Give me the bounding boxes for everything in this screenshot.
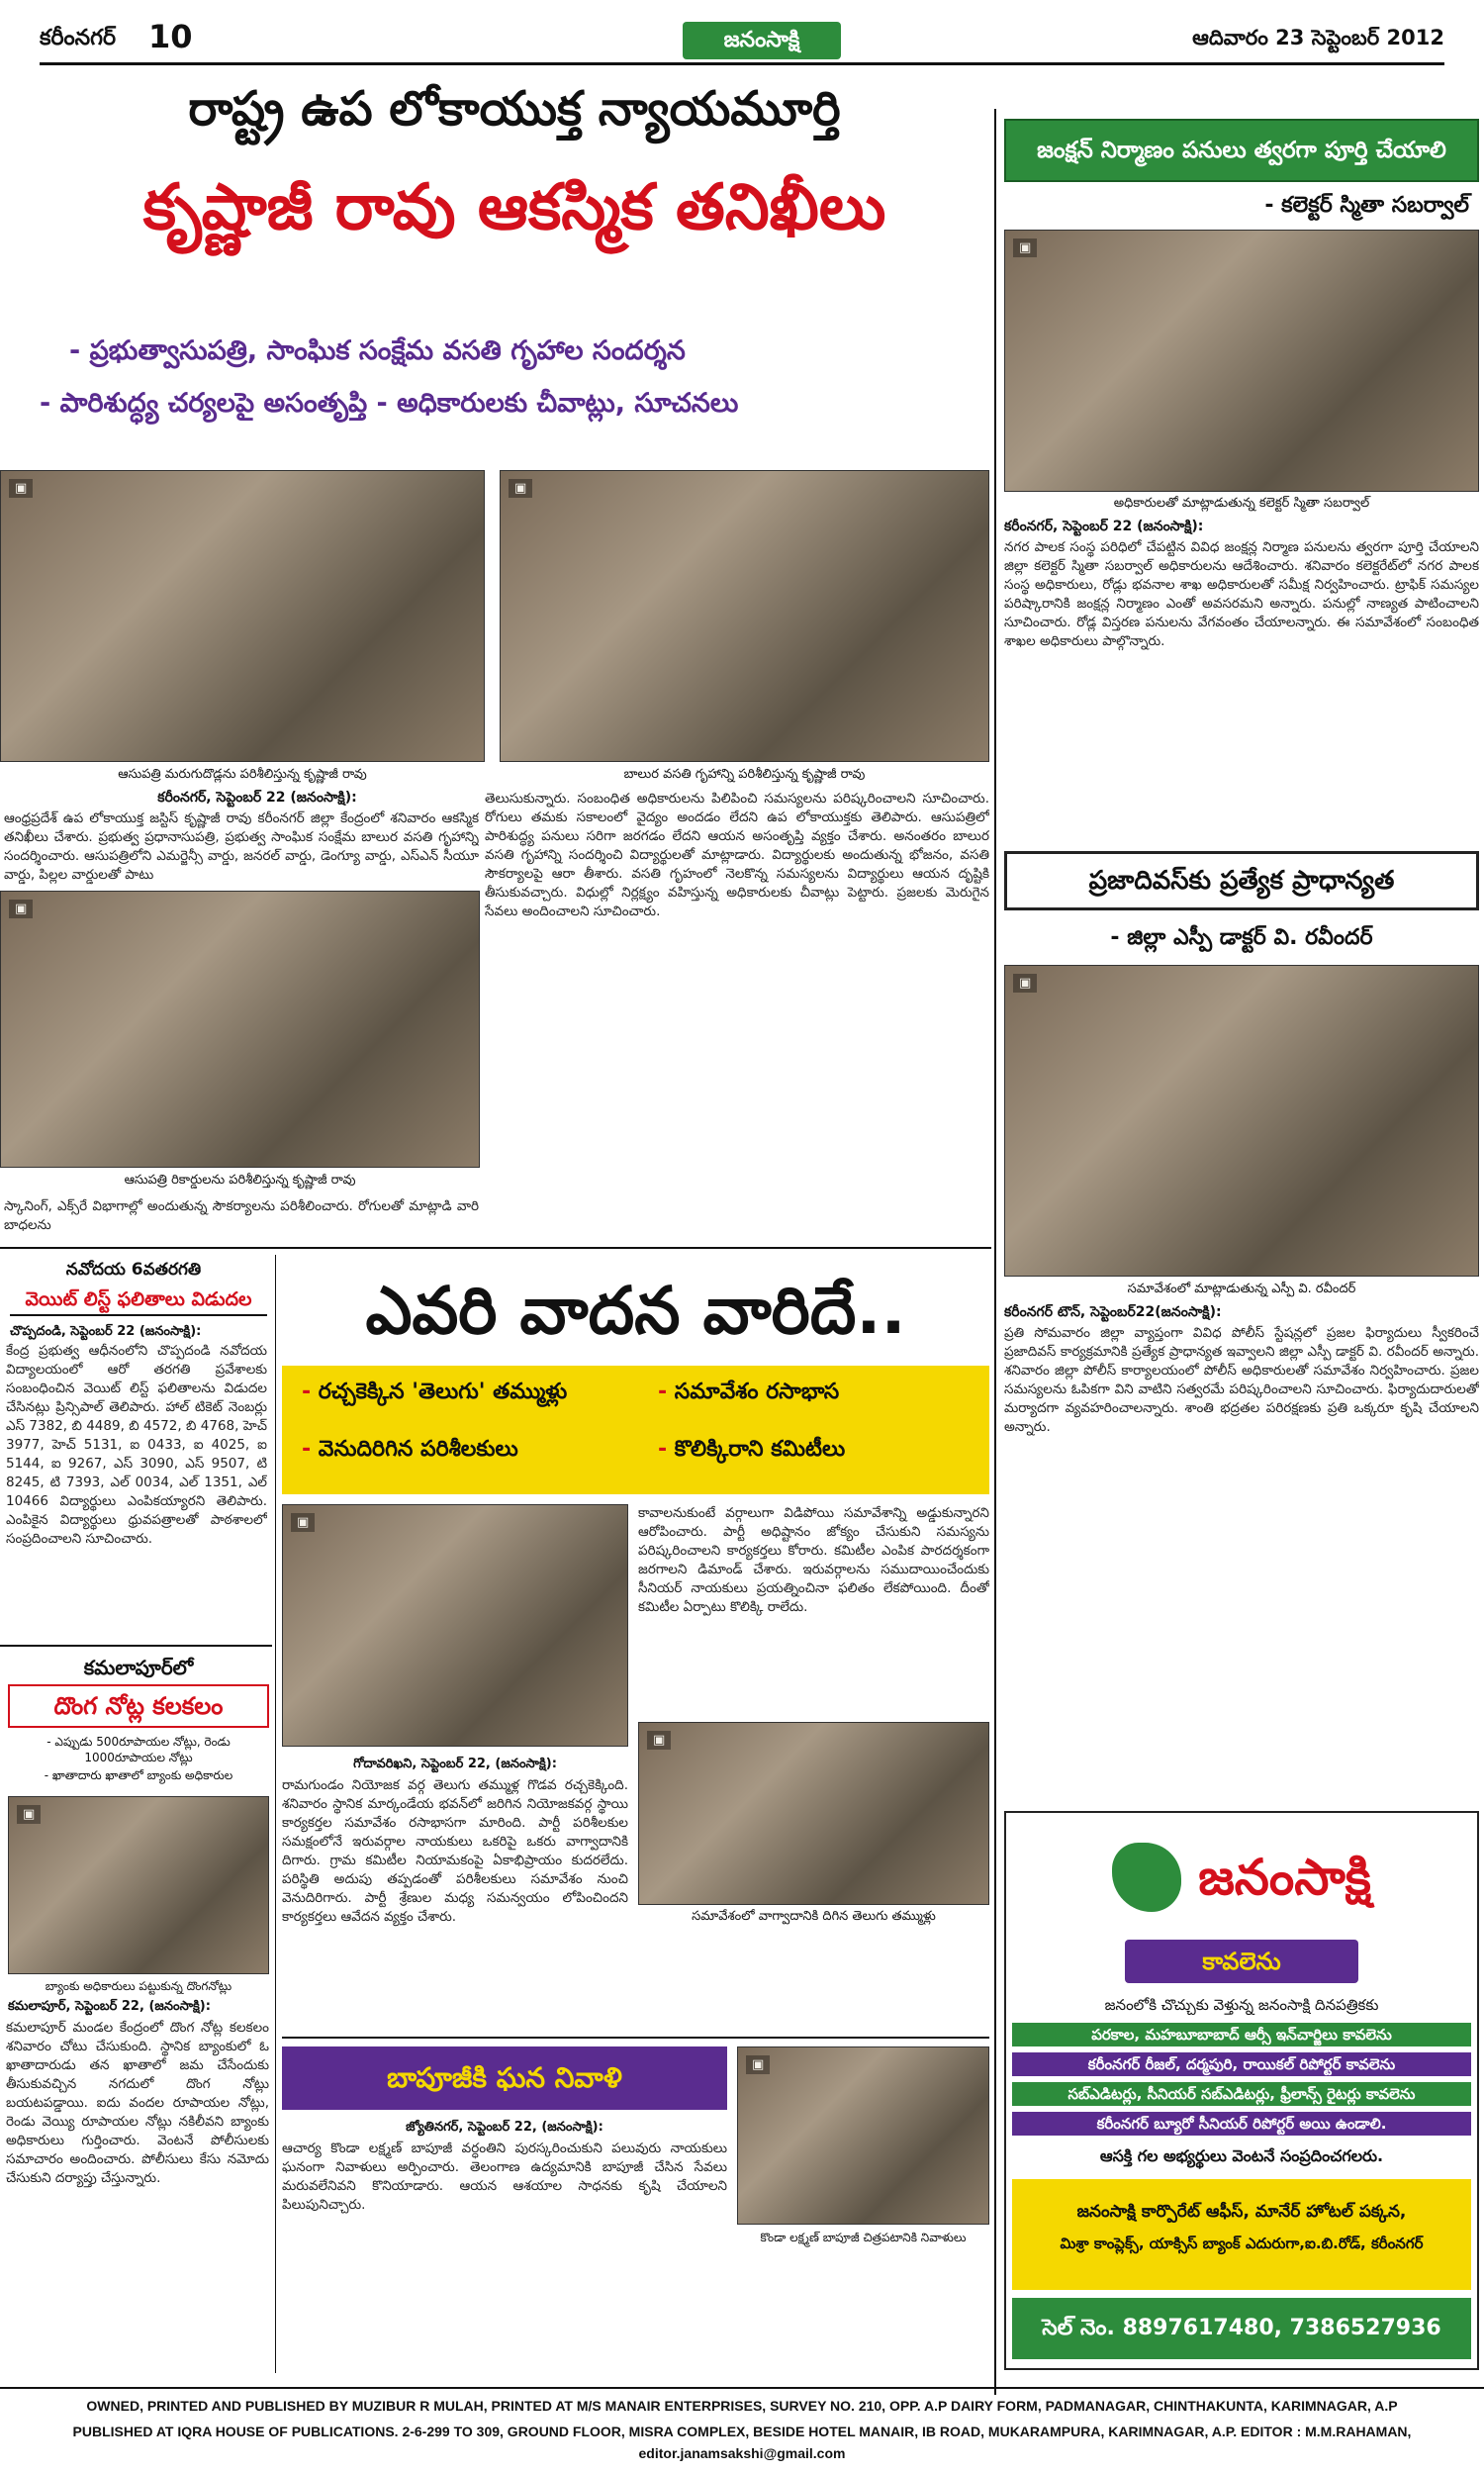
photo-icon: ▣ (9, 900, 33, 918)
evari-sub-b (658, 1380, 974, 1409)
prajavani-dateline: కరీంనగర్ టౌన్, సెప్టెంబర్22(జనంసాక్షి): (1004, 1304, 1222, 1320)
lead-subhead-1: - ప్రభుత్వాసుపత్రి, సాంఘిక సంక్షేమ వసతి గృహాల సందర్శన (69, 335, 686, 366)
counterfeit-headline-box (8, 1684, 269, 1728)
photo-icon: ▣ (9, 479, 33, 498)
photo-icon: ▣ (17, 1805, 41, 1824)
junction-photo-caption: అధికారులతో మాట్లాడుతున్న కలెక్టర్ స్మితా సబర్వాల్ (1113, 496, 1370, 511)
evari-body-right: కావాలనుకుంటే వర్గాలుగా విడిపోయి సమావేశాన్ని అడ్డుకున్నారని ఆరోపించారు. పార్టీ అధిష్టానం జోక్యం చేసుకుని సమస్యను పరిష్కరించాలని కార్యకర్తలు కోరారు. కమిటీల ఎంపిక పారదర్శకంగా జరగాలని డిమాండ్ చేశారు. ఇరువర్గాలను సముదాయించేందుకు సీనియర్ నాయకులు ప్రయత్నించినా ఫలితం లేకపోయింది. దీంతో కమిటీల ఏర్పాటు కొలిక్కి రాలేదు. (638, 1505, 989, 1615)
column-divider (275, 1255, 276, 2373)
section-divider (0, 1645, 272, 1647)
ad-address-box (1012, 2179, 1471, 2290)
ad-line-1: జనంలోకి చొచ్చుకు వెళ్తున్న జనంసాక్షి దినపత్రికకు (1104, 1996, 1379, 2014)
lead-dateline: కరీంనగర్, సెప్టెంబర్ 22 (జనంసాక్షి): (157, 790, 357, 806)
ad-map-icon (1112, 1843, 1181, 1912)
counterfeit-photo (8, 1796, 269, 1974)
lead-photo-hospital (0, 470, 485, 762)
ad-brand-text: జనంసాక్షి (1198, 1849, 1371, 1906)
bullet-icon: - (302, 1437, 319, 1462)
evari-sub-a (302, 1380, 638, 1409)
ad-address-1: జనంసాక్షి కార్పొరేట్ ఆఫీస్, మానేర్ హోటల్ పక్కన, (1076, 2202, 1407, 2222)
ad-brand-logo (1016, 1823, 1467, 1932)
evari-sub-c-text: వెనుదిరిగిన పరిశీలకులు (318, 1437, 518, 1462)
photo-icon: ▣ (1013, 238, 1037, 257)
imprint-line-2: PUBLISHED AT IQRA HOUSE OF PUBLICATIONS. 2-6-299 TO 309, GROUND FLOOR, MISRA COMPLEX, BESIDE HOTEL MANAIR, IB ROAD, MUKARAMPURA, KARIMNAGAR, A.P. EDITOR : M.M.RAHAMAN, editor.janamsakshi@gmail.com (72, 2424, 1412, 2461)
navodaya-headline: వెయిట్ లిస్ట్ ఫలితాలు విడుదల (10, 1285, 267, 1316)
issue-date: ఆదివారం 23 సెప్టెంబర్ 2012 (1192, 26, 1444, 49)
imprint-line-1: OWNED, PRINTED AND PUBLISHED BY MUZIBUR R MULAH, PRINTED AT M/S MANAIR ENTERPRISES, SURVEY NO. 210, OPP. A.P DAIRY FORM, PADMANAGAR, CHINTHAKUNTA, KARIMNAGAR, A.P (86, 2398, 1398, 2414)
evari-sub-c (302, 1437, 638, 1467)
prajavani-photo-caption: సమావేశంలో మాట్లాడుతున్న ఎస్పీ వి. రవీందర్ (1127, 1282, 1356, 1296)
ad-line-3: కరీంనగర్ రీజల్, దర్మపురి, రాయికల్ రిపోర్టర్ కావలెను (1012, 2052, 1471, 2076)
classified-ad (1004, 1811, 1479, 2370)
prajavani-photo (1004, 965, 1479, 1277)
evari-photo-caption: సమావేశంలో వాగ్వాదానికి దిగిన తెలుగు తమ్ముళ్లు (692, 1909, 936, 1924)
evari-sub-a-text: రచ్చకెక్కిన 'తెలుగు' తమ్ముళ్లు (318, 1380, 568, 1404)
junction-dateline: కరీంనగర్, సెప్టెంబర్ 22 (జనంసాక్షి): (1004, 519, 1204, 534)
junction-headline: జంక్షన్ నిర్మాణం పనులు త్వరగా పూర్తి చేయాలి (1037, 138, 1446, 163)
bapuji-body: ఆచార్య కొండా లక్ష్మణ్ బాపూజీ వర్ధంతిని పురస్కరించుకుని పలువురు నాయకులు ఘనంగా నివాళులు అర్పించారు. తెలంగాణ ఉద్యమానికి బాపూజీ చేసిన సేవలు మరువలేనివని కొనియాడారు. ఆయన ఆశయాల సాధనకు కృషి చేయాలని పిలుపునిచ్చారు. (282, 2141, 727, 2213)
lead-body-bottom: స్కానింగ్, ఎక్స్‌రే విభాగాల్లో అందుతున్న సౌకర్యాలను పరిశీలించారు. రోగులతో మాట్లాడి వారి బాధలను (4, 1198, 479, 1233)
ad-line-4: సబ్‌ఎడిటర్లు, సీనియర్ సబ్‌ఎడిటర్లు, ఫ్రీలాన్స్ రైటర్లు కావలెను (1012, 2082, 1471, 2106)
navodaya-dateline: చొప్పదండి, సెప్టెంబర్ 22 (జనంసాక్షి): (10, 1324, 202, 1339)
bapuji-headline: బాపూజీకి ఘన నివాళి (387, 2061, 622, 2094)
evari-sub-d (658, 1437, 974, 1467)
evari-subhead-box (282, 1366, 989, 1494)
ad-phone: సెల్ నెం. 8897617480, 7386527936 (1042, 2316, 1441, 2340)
evari-headline: ఎవరి వాదన వారిదే.. (365, 1273, 906, 1349)
evari-sub-d-text: కొలిక్కిరాని కమిటీలు (674, 1437, 846, 1462)
section-divider (282, 2037, 989, 2039)
bapuji-photo-caption: కొండా లక్ష్మణ్ బాపూజీ చిత్రపటానికి నివాళులు (760, 2231, 967, 2244)
prajavani-headline-box (1004, 851, 1479, 910)
ad-phone-box (1012, 2298, 1471, 2359)
counterfeit-photo-caption: బ్యాంకు అధికారులు పట్టుకున్న దొంగనోట్లు (45, 1979, 232, 1993)
ad-line-6: ఆసక్తి గల అభ్యర్థులు వెంటనే సంప్రదించగలరు. (1099, 2146, 1384, 2165)
ad-address-2: మిశ్రా కాంప్లెక్స్, యాక్సిస్ బ్యాంక్ ఎదురుగా,ఐ.బి.రోడ్, కరీంనగర్ (1060, 2235, 1424, 2252)
ad-banner-text: కావలెను (1202, 1948, 1281, 1975)
photo-icon: ▣ (647, 1731, 671, 1750)
junction-byline: - కలెక్టర్ స్మితా సబర్వాల్ (1264, 193, 1469, 218)
lead-body-left: ఆంధ్రప్రదేశ్ ఉప లోకాయుక్త జస్టిస్ కృష్ణాజీ రావు కరీంనగర్ జిల్లా కేంద్రంలో శనివారం ఆకస్మిక తనిఖీలు చేశారు. ప్రభుత్వ ప్రధానాసుపత్రి, ప్రభుత్వ సాంఘిక సంక్షేమ బాలుర వసతి గృహాన్ని సందర్శించారు. ఆసుపత్రిలోని ఎమర్జెన్సీ వార్డు, జనరల్ వార్డు, డెంగ్యూ వార్డు, ఎస్ఎన్ సీయూ వార్డు, పిల్లల వార్డులతో పాటు (4, 810, 479, 883)
photo-icon: ▣ (746, 2055, 770, 2074)
counterfeit-headline: దొంగ నోట్ల కలకలం (53, 1692, 224, 1720)
lead-photo-hostel (500, 470, 989, 762)
ad-banner (1125, 1940, 1358, 1983)
evari-dateline: గోదావరిఖని, సెప్టెంబర్ 22, (జనంసాక్షి): (353, 1757, 557, 1771)
navodaya-kicker: నవోదయ 6వతరగతి (65, 1260, 202, 1280)
evari-body-left: రామగుండం నియోజక వర్గ తెలుగు తమ్ముళ్ల గొడవ రచ్చకెక్కింది. శనివారం స్థానిక మార్కండేయ భవన్‌లో జరిగిన నియోజకవర్గ స్థాయి కార్యకర్తల సమావేశం రసాభాసగా మారింది. పార్టీ పరిశీలకుల సమక్షంలోనే ఇరువర్గాల నాయకులు ఒకరిపై ఒకరు వాగ్వాదానికి దిగారు. గ్రామ కమిటీల నియామకంపై ఏకాభిప్రాయం కుదరలేదు. పరిస్థితి అదుపు తప్పడంతో పరిశీలకులు సమావేశం నుంచి వెనుదిరిగారు. పార్టీ శ్రేణుల మధ్య సమన్వయం లోపించిందని కార్యకర్తలు ఆవేదన వ్యక్తం చేశారు. (282, 1777, 628, 1925)
junction-headline-box (1004, 119, 1479, 182)
masthead-logo (683, 22, 841, 59)
lead-kicker: రాష్ట్ర ఉప లోకాయుక్త న్యాయమూర్తి (188, 81, 841, 137)
navodaya-body: కేంద్ర ప్రభుత్వ ఆధీనంలోని చొప్పదండి నవోదయ విద్యాలయంలో ఆరో తరగతి ప్రవేశాలకు సంబంధించిన వెయిట్ లిస్ట్ ఫలితాలను విడుదల చేసినట్లు ప్రిన్సిపాల్ తెలిపారు. హాల్ టికెట్ నెంబర్లు ఎస్ 7382, బి 4489, బి 4572, బి 4768, హెచ్ 3977, హెచ్ 5131, ఐ 0433, ఐ 4025, ఐ 5144, ఐ 9267, ఎస్ 3090, ఎస్ 9507, టి 8245, టి 7393, ఎల్ 0034, ఎల్ 1351, ఎల్ 10466 విద్యార్థులు ఎంపికయ్యారని తెలిపారు. ఎంపికైన విద్యార్థులు ధ్రువపత్రాలతో పాఠశాలలో సంప్రదించాలని సూచించారు. (6, 1343, 267, 1547)
bullet-icon: - (658, 1437, 675, 1462)
ad-line-5: కరీంనగర్ బ్యూరో సీనియర్ రిపోర్టర్ అయి ఉండాలి. (1012, 2112, 1471, 2136)
bapuji-dateline: జ్యోతినగర్, సెప్టెంబర్ 22, (జనంసాక్షి): (406, 2120, 603, 2135)
lead-photo2-caption: బాలుర వసతి గృహాన్ని పరిశీలిస్తున్న కృష్ణాజీ రావు (623, 767, 866, 782)
column-divider (994, 109, 996, 2395)
bapuji-headline-box (282, 2046, 727, 2110)
evari-photo-2 (638, 1722, 989, 1905)
lead-photo3-caption: ఆసుపత్రి రికార్డులను పరిశీలిస్తున్న కృష్ణాజీ రావు (124, 1173, 356, 1188)
photo-icon: ▣ (1013, 974, 1037, 993)
bapuji-photo (737, 2046, 989, 2225)
junction-photo (1004, 230, 1479, 492)
photo-icon: ▣ (291, 1513, 315, 1532)
counterfeit-body: కమలాపూర్ మండల కేంద్రంలో దొంగ నోట్ల కలకలం శనివారం చోటు చేసుకుంది. స్థానిక బ్యాంకులో ఓ ఖాతాదారుడు తన ఖాతాలో జమ చేసేందుకు తీసుకువచ్చిన నగదులో దొంగ నోట్లు బయటపడ్డాయి. ఐదు వందల రూపాయల నోట్లు, రెండు వెయ్యి రూపాయల నోట్లు నకిలీవని బ్యాంకు అధికారులు గుర్తించారు. వెంటనే పోలీసులకు సమాచారం అందించారు. పోలీసులు కేసు నమోదు చేసుకుని దర్యాప్తు చేస్తున్నారు. (6, 2020, 269, 2186)
junction-body: నగర పాలక సంస్థ పరిధిలో చేపట్టిన వివిధ జంక్షన్ల నిర్మాణ పనులను త్వరగా పూర్తి చేయాలని జిల్లా కలెక్టర్ స్మితా సబర్వాల్ అధికారులను ఆదేశించారు. శనివారం కలెక్టరేట్‌లో నగర పాలక సంస్థ అధికారులు, రోడ్లు భవనాల శాఖ అధికారులతో సమీక్ష నిర్వహించారు. ట్రాఫిక్ సమస్యల పరిష్కారానికి జంక్షన్ల నిర్మాణం ఎంతో అవసరమని అన్నారు. పనుల్లో నాణ్యత పాటించాలని సూచించారు. రోడ్ల విస్తరణ పనులను వేగవంతం చేయాలన్నారు. ఈ సమావేశంలో సంబంధిత శాఖల అధికారులు పాల్గొన్నారు. (1004, 539, 1479, 649)
lead-subhead-2: - పారిశుద్ధ్య చర్యలపై అసంతృప్తి - అధికారులకు చీవాట్లు, సూచనలు (40, 388, 739, 419)
bullet-icon: - (658, 1380, 675, 1404)
counterfeit-subhead-1: - ఎప్పుడు 500రూపాయల నోట్లు, రెండు 1000రూపాయల నోట్లు (46, 1735, 231, 1764)
lead-photo1-caption: ఆసుపత్రి మరుగుదొడ్లను పరిశీలిస్తున్న కృష్ణాజీ రావు (118, 767, 367, 782)
page-number: 10 (148, 18, 193, 55)
prajavani-byline: - జిల్లా ఎస్పీ డాక్టర్ వి. రవీందర్ (1110, 925, 1373, 950)
lead-body-right: తెలుసుకున్నారు. సంబంధిత అధికారులను పిలిపించి సమస్యలను పరిష్కరించాలని సూచించారు. రోగులు తమకు సకాలంలో వైద్యం అందడం లేదని ఉప లోకాయుక్తకు తెలిపారు. ఆసుపత్రిలో పారిశుద్ధ్య పనులు సరిగా జరగడం లేదని ఆయన అసంతృప్తి వ్యక్తం చేశారు. అనంతరం బాలుర వసతి గృహాన్ని సందర్శించి విద్యార్థులతో మాట్లాడారు. విద్యార్థులకు అందుతున్న భోజనం, వసతి సౌకర్యాలపై ఆరా తీశారు. వసతి గృహంలో నెలకొన్న సమస్యలను విద్యార్థులు ఆయన దృష్టికి తీసుకువచ్చారు. విధుల్లో నిర్లక్ష్యం వహిస్తున్న అధికారులకు చీవాట్లు పెట్టారు. ప్రజలకు మెరుగైన సేవలు అందించాలని సూచించారు. (485, 791, 989, 919)
photo-icon: ▣ (509, 479, 532, 498)
ad-line-2: పరకాల, మహబూబాబాద్ ఆర్సీ ఇన్‌చార్జిలు కావలెను (1012, 2023, 1471, 2046)
footer-rule (0, 2387, 1484, 2389)
prajavani-headline: ప్రజాదివస్‌కు ప్రత్యేక ప్రాధాన్యత (1088, 866, 1395, 896)
counterfeit-subhead-2: - ఖాతాదారు ఖాతాలో బ్యాంకు అధికారుల (44, 1768, 233, 1782)
evari-photo-1 (282, 1504, 628, 1747)
lead-photo-records (0, 891, 480, 1168)
bullet-icon: - (302, 1380, 319, 1404)
edition-label: కరీంనగర్ (40, 26, 117, 50)
section-divider (0, 1247, 991, 1249)
evari-sub-b-text: సమావేశం రసాభాస (674, 1380, 840, 1404)
masthead-text: జనంసాక్షి (723, 28, 800, 52)
counterfeit-dateline: కమలాపూర్, సెప్టెంబర్ 22, (జనంసాక్షి): (8, 1999, 211, 2014)
page-header (40, 18, 1444, 65)
lead-headline: కృష్ణాజీ రావు ఆకస్మిక తనిఖీలు (142, 171, 886, 244)
prajavani-body: ప్రతి సోమవారం జిల్లా వ్యాప్తంగా వివిధ పోలీస్ స్టేషన్లలో ప్రజల ఫిర్యాదులు స్వీకరించే ప్రజాదివస్ కార్యక్రమానికి ప్రత్యేక ప్రాధాన్యత ఇవ్వాలని జిల్లా ఎస్పీ డాక్టర్ వి. రవీందర్ అన్నారు. శనివారం జిల్లా పోలీస్ కార్యాలయంలో పోలీస్ అధికారులతో సమావేశం నిర్వహించారు. ప్రజల సమస్యలను ఓపికగా విని వాటిని సత్వరమే పరిష్కరించాలని సూచించారు. ఫిర్యాదుదారులతో మర్యాదగా వ్యవహరించాలన్నారు. శాంతి భద్రతల పరిరక్షణకు ప్రతి ఒక్కరూ కృషి చేయాలని అన్నారు. (1004, 1325, 1479, 1435)
counterfeit-kicker: కమలాపూర్‌లో (83, 1656, 194, 1679)
